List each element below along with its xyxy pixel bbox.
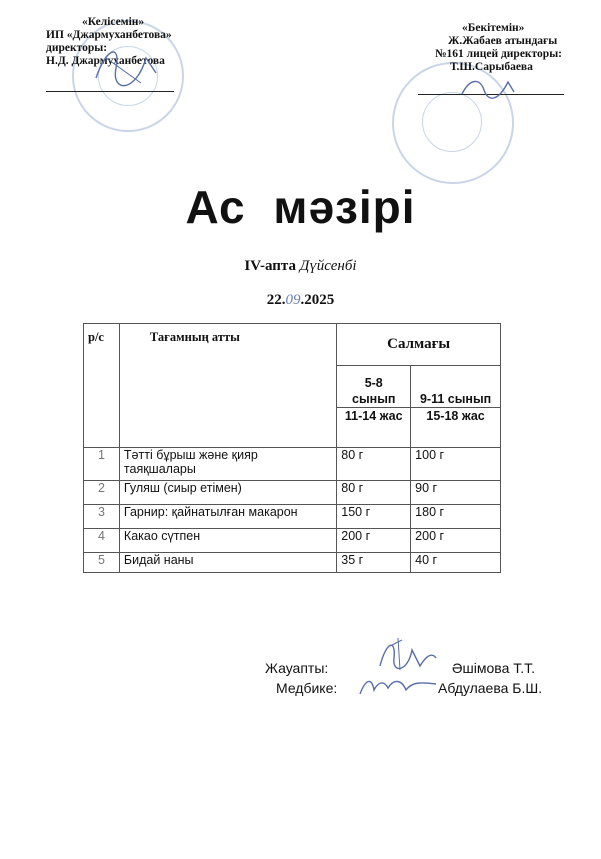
row-weight-1: 35 г — [337, 553, 411, 573]
table-row — [84, 529, 501, 553]
approval-left-line4: Н.Д. Джармуханбетова — [46, 55, 165, 67]
menu-table — [83, 323, 501, 573]
row-no: 3 — [84, 505, 120, 529]
table-row — [84, 553, 501, 573]
day-label: Дүйсенбі — [299, 258, 357, 274]
row-dish: Какао сүтпен — [119, 529, 336, 553]
header-dish-name: Тағамның атты — [119, 324, 336, 448]
header-weight: Салмағы — [337, 324, 501, 366]
menu-date — [0, 292, 601, 309]
approval-right-line3: №161 лицей директоры: — [435, 48, 563, 60]
row-weight-2: 40 г — [411, 553, 501, 573]
approval-right-line4: Т.Ш.Сарыбаева — [450, 61, 533, 73]
row-no: 1 — [84, 448, 120, 481]
header-no: р/с — [84, 324, 120, 448]
approval-right — [420, 22, 562, 74]
row-dish: Тәтті бұрыш және қияр таяқшалары — [119, 448, 336, 481]
date-prefix: 22. — [266, 292, 286, 308]
table-row — [84, 448, 501, 481]
row-weight-1: 200 г — [337, 529, 411, 553]
row-dish: Бидай наны — [119, 553, 336, 573]
responsible-name: Әшімова Т.Т. — [452, 660, 536, 676]
nurse-label: Медбике: — [276, 680, 338, 696]
table-row — [84, 505, 501, 529]
row-weight-1: 80 г — [337, 448, 411, 481]
right-director-signature — [458, 74, 518, 104]
approval-right-line2: Ж.Жабаев атындағы — [448, 35, 558, 47]
row-weight-1: 80 г — [337, 481, 411, 505]
header-age-11-14: 11-14 жас — [337, 408, 411, 448]
row-weight-1: 150 г — [337, 505, 411, 529]
header-grade-9-11: 9-11 сынып — [411, 366, 501, 408]
nurse-name: Абдулаева Б.Ш. — [438, 680, 543, 696]
row-weight-2: 90 г — [411, 481, 501, 505]
row-weight-2: 200 г — [411, 529, 501, 553]
row-no: 5 — [84, 553, 120, 573]
responsible-label: Жауапты: — [265, 660, 329, 676]
row-no: 4 — [84, 529, 120, 553]
left-director-signature — [86, 38, 166, 98]
approval-left-line3: директоры: — [46, 42, 108, 54]
nurse-signature — [356, 672, 440, 700]
date-suffix: .2025 — [300, 292, 335, 308]
page-title: Ас мәзірі — [185, 181, 416, 233]
header-grade-5-8: 5-8 сынып — [337, 366, 411, 408]
row-no: 2 — [84, 481, 120, 505]
date-month: 09 — [285, 292, 301, 308]
row-dish: Гуляш (сиыр етімен) — [119, 481, 336, 505]
approval-left-line1: «Келісемін» — [82, 16, 145, 28]
table-row — [84, 481, 501, 505]
approval-right-line1: «Бекітемін» — [462, 22, 525, 34]
week-day-line — [0, 258, 601, 275]
approval-left-line2: ИП «Джармуханбетова» — [46, 29, 172, 41]
row-dish: Гарнир: қайнатылған макарон — [119, 505, 336, 529]
row-weight-2: 180 г — [411, 505, 501, 529]
header-age-15-18: 15-18 жас — [411, 408, 501, 448]
row-weight-2: 100 г — [411, 448, 501, 481]
week-label: IV-апта — [244, 258, 296, 274]
